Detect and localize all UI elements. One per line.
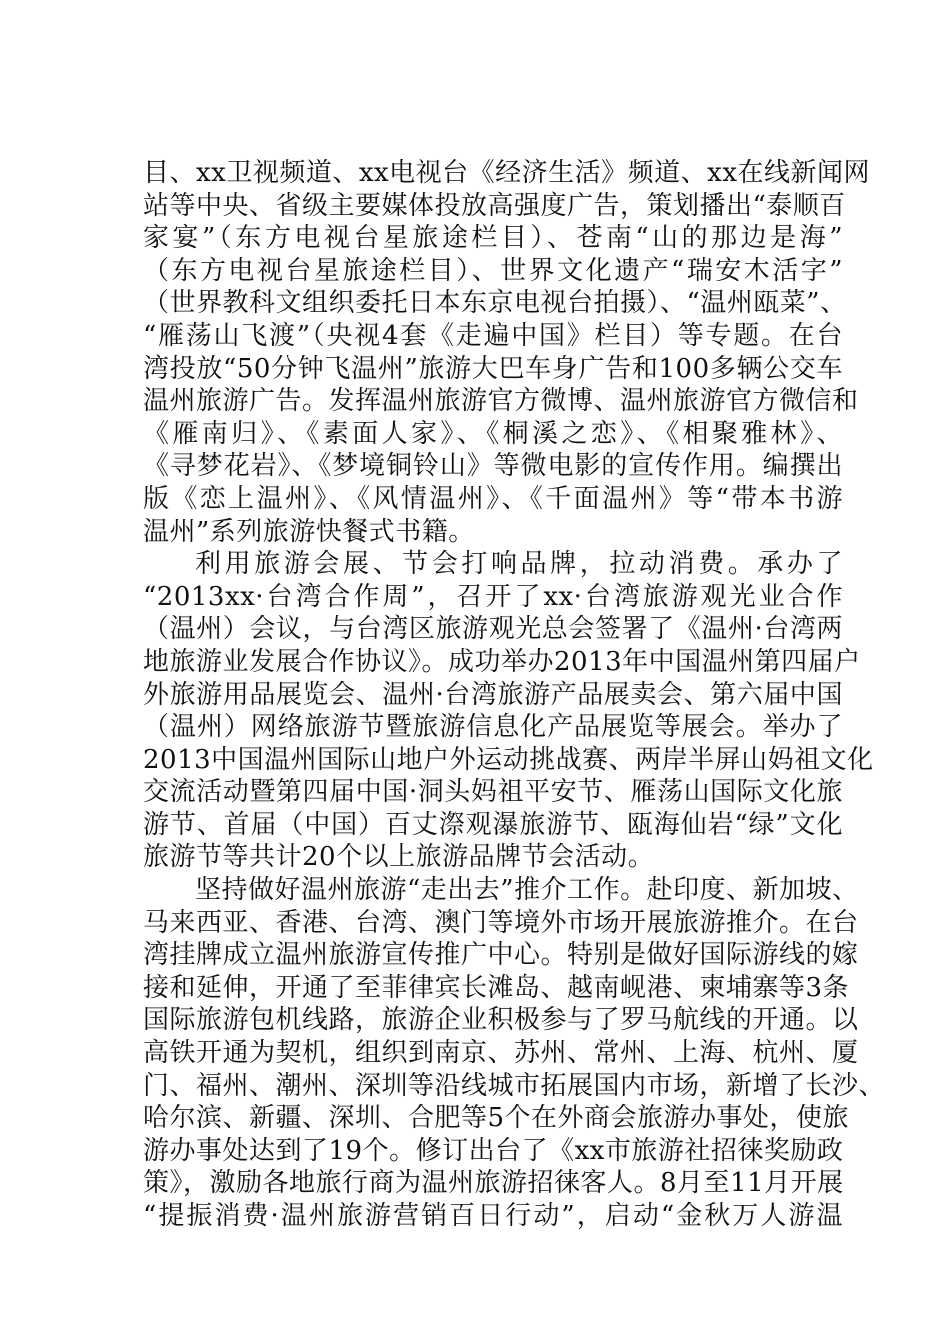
text-line: 游节、首届（中国）百丈漈观瀑旅游节、瓯海仙岩“绿”文化 [143,809,843,840]
paragraph-media-promotion [143,157,870,548]
paragraph-going-out-promotion [143,874,886,1233]
text-line: 站等中央、省级主要媒体投放高强度广告，策划播出“泰顺百 [143,190,846,221]
text-line: 接和延伸，开通了至菲律宾长滩岛、越南岘港、柬埔寨等3条 [143,972,850,1003]
text-line: （东方电视台星旅途栏目）、世界文化遗产“瑞安木活字” [143,255,843,286]
text-line: 地旅游业发展合作协议》。成功举办2013年中国温州第四届户 [143,646,861,677]
text-line: 策》，激励各地旅行商为温州旅游招徕客人。8月至11月开展 [143,1168,844,1199]
text-line: 湾投放“50分钟飞温州”旅游大巴车身广告和100多辆公交车 [143,353,843,384]
text-line: （温州）网络旅游节暨旅游信息化产品展览等展会。举办了 [143,712,843,743]
text-line: 哈尔滨、新疆、深圳、合肥等5个在外商会旅游办事处，使旅 [143,1103,850,1134]
text-line: 游办事处达到了19个。修订出台了《xx市旅游社招徕奖励政 [143,1135,844,1166]
text-line: 门、福州、潮州、深圳等沿线城市拓展国内市场，新增了长沙、 [143,1070,886,1101]
text-line: 目、xx卫视频道、xx电视台《经济生活》频道、xx在线新闻网 [143,158,870,188]
text-line: 高铁开通为契机，组织到南京、苏州、常州、上海、杭州、厦 [143,1038,859,1069]
text-line: 湾挂牌成立温州旅游宣传推广中心。特别是做好国际游线的嫁 [143,940,859,971]
text-line: 国际旅游包机线路，旅游企业积极参与了罗马航线的开通。以 [143,1005,859,1036]
paragraph-exhibitions-festivals [143,548,874,874]
text-line: “2013xx·台湾合作周”，召开了xx·台湾旅游观光业合作 [143,581,843,612]
text-line: （世界教科文组织委托日本东京电视台拍摄）、“温州瓯菜”、 [143,288,847,319]
text-line: “雁荡山飞渡”（央视4套《走遍中国》栏目）等专题。在台 [143,320,843,351]
text-line: 温州”系列旅游快餐式书籍。 [143,516,475,547]
text-line: 交流活动暨第四届中国·洞头妈祖平安节、雁荡山国际文化旅 [143,777,843,808]
text-line: 2013中国温州国际山地户外运动挑战赛、两岸半屏山妈祖文化 [143,744,874,775]
text-line: 旅游节等共计20个以上旅游品牌节会活动。 [143,842,655,873]
text-line: 外旅游用品展览会、温州·台湾旅游产品展卖会、第六届中国 [143,679,843,710]
text-line: 温州旅游广告。发挥温州旅游官方微博、温州旅游官方微信和 [143,386,859,417]
text-line-indented: 坚持做好温州旅游“走出去”推介工作。赴印度、新加坡、 [195,875,859,906]
text-line: （温州）会议，与台湾区旅游观光总会签署了《温州·台湾两 [143,614,843,645]
text-line: “提振消费·温州旅游营销百日行动”，启动“金秋万人游温 [143,1201,843,1231]
text-line: 马来西亚、香港、台湾、澳门等境外市场开展旅游推介。在台 [143,907,859,938]
body-text [143,157,886,1233]
text-line: 《雁南归》、《素面人家》、《桐溪之恋》、《相聚雅林》、 [143,418,843,449]
text-line: 《寻梦花岩》、《梦境铜铃山》等微电影的宣传作用。编撰出 [143,451,843,482]
text-line: 版《恋上温州》、《风情温州》、《千面温州》等“带本书游 [143,483,843,514]
text-line-indented: 利用旅游会展、节会打响品牌，拉动消费。承办了 [195,549,843,580]
text-line: 家宴”（东方电视台星旅途栏目）、苍南“山的那边是海” [143,223,843,254]
